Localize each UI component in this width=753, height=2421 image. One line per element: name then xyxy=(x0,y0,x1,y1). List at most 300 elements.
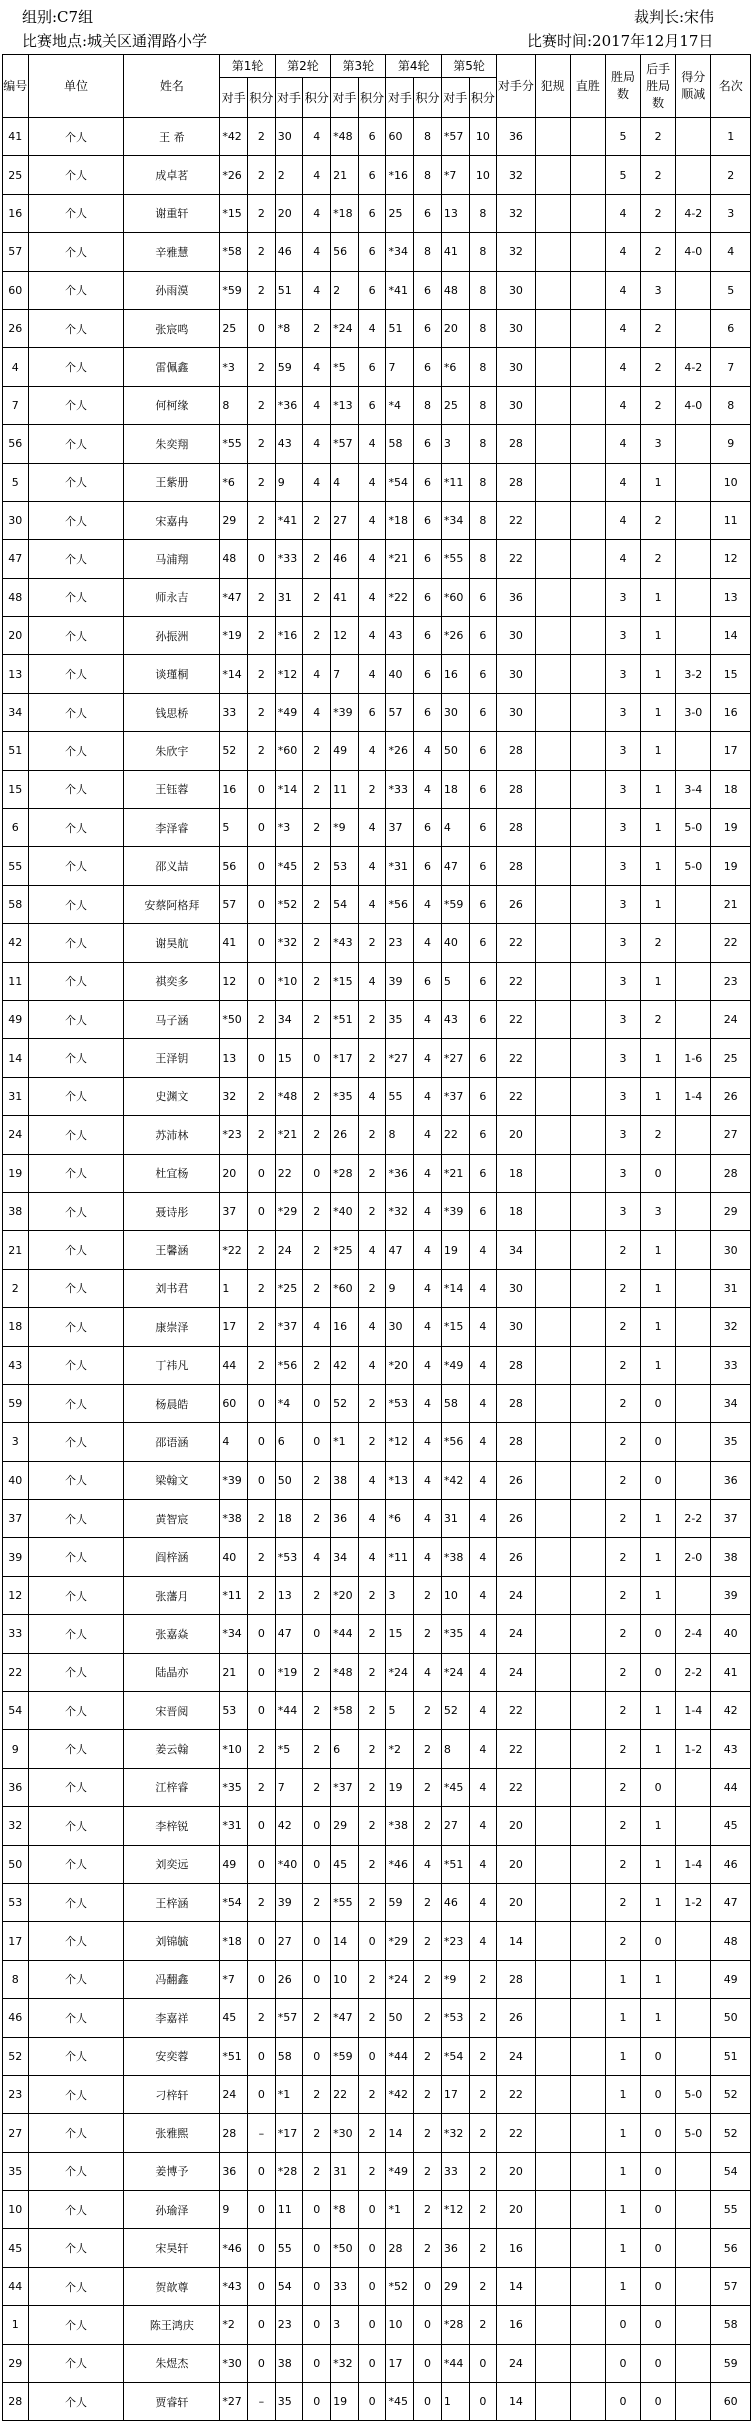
cell-round-3-opp: 7 xyxy=(331,655,359,693)
cell-round-5-opp: *59 xyxy=(441,885,469,923)
cell-diff xyxy=(676,425,711,463)
cell-rank: 15 xyxy=(711,655,751,693)
cell-round-2-opp: *32 xyxy=(275,924,303,962)
cell-round-5-opp: *54 xyxy=(441,2037,469,2075)
cell-unit: 个人 xyxy=(28,2037,124,2075)
cell-unit: 个人 xyxy=(28,1730,124,1768)
cell-round-4-pts: 8 xyxy=(414,156,442,194)
cell-direct xyxy=(570,770,605,808)
cell-round-5-pts: 8 xyxy=(469,463,497,501)
cell-rank: 37 xyxy=(711,1500,751,1538)
cell-round-4-opp: *24 xyxy=(386,1653,414,1691)
table-row xyxy=(3,924,751,962)
col-round-1-opp: 对手 xyxy=(220,78,248,118)
cell-diff xyxy=(676,1423,711,1461)
cell-diff: 2-0 xyxy=(676,1538,711,1576)
cell-unit: 个人 xyxy=(28,1653,124,1691)
cell-direct xyxy=(570,2383,605,2421)
cell-round-5-opp: *37 xyxy=(441,1077,469,1115)
cell-round-3-pts: 0 xyxy=(358,2306,386,2344)
cell-diff xyxy=(676,2229,711,2267)
cell-rank: 51 xyxy=(711,2037,751,2075)
cell-round-2-opp: *14 xyxy=(275,770,303,808)
cell-rank: 27 xyxy=(711,1116,751,1154)
cell-back-wins: 2 xyxy=(641,386,676,424)
cell-round-1-opp: 28 xyxy=(220,2114,248,2152)
cell-diff: 4-2 xyxy=(676,348,711,386)
cell-name: 刘奕远 xyxy=(124,1845,220,1883)
cell-round-4-opp: *44 xyxy=(386,2037,414,2075)
cell-back-wins: 0 xyxy=(641,1154,676,1192)
table-row xyxy=(3,1039,751,1077)
cell-round-3-opp: *35 xyxy=(331,1077,359,1115)
cell-round-3-opp: *28 xyxy=(331,1154,359,1192)
cell-round-5-opp: *49 xyxy=(441,1346,469,1384)
cell-round-3-pts: 6 xyxy=(358,386,386,424)
table-row xyxy=(3,770,751,808)
cell-wins: 2 xyxy=(605,1500,640,1538)
cell-name: 谢重轩 xyxy=(124,194,220,232)
cell-opp-total: 20 xyxy=(497,1845,535,1883)
cell-direct xyxy=(570,2344,605,2382)
table-row xyxy=(3,1423,751,1461)
cell-round-5-pts: 4 xyxy=(469,1807,497,1845)
cell-foul xyxy=(535,1154,570,1192)
cell-round-4-opp: *12 xyxy=(386,1423,414,1461)
cell-diff xyxy=(676,578,711,616)
cell-unit: 个人 xyxy=(28,2344,124,2382)
cell-round-3-pts: 2 xyxy=(358,1039,386,1077)
cell-round-5-pts: 6 xyxy=(469,770,497,808)
cell-rank: 19 xyxy=(711,847,751,885)
cell-diff xyxy=(676,309,711,347)
cell-round-5-opp: 43 xyxy=(441,1000,469,1038)
cell-diff xyxy=(676,1922,711,1960)
cell-foul xyxy=(535,1231,570,1269)
table-row xyxy=(3,1500,751,1538)
cell-round-1-pts: 0 xyxy=(248,2229,276,2267)
cell-rank: 9 xyxy=(711,425,751,463)
cell-round-2-opp: 34 xyxy=(275,1000,303,1038)
cell-round-4-opp: *52 xyxy=(386,2267,414,2305)
cell-diff xyxy=(676,2037,711,2075)
cell-round-3-pts: 2 xyxy=(358,1116,386,1154)
cell-round-4-opp: *11 xyxy=(386,1538,414,1576)
cell-round-2-pts: 2 xyxy=(303,770,331,808)
cell-round-3-pts: 2 xyxy=(358,1845,386,1883)
table-row xyxy=(3,885,751,923)
cell-round-5-opp: *45 xyxy=(441,1768,469,1806)
cell-diff xyxy=(676,2152,711,2190)
cell-round-4-pts: 0 xyxy=(414,2344,442,2382)
cell-wins: 2 xyxy=(605,1845,640,1883)
cell-no: 47 xyxy=(3,540,29,578)
cell-no: 17 xyxy=(3,1922,29,1960)
cell-opp-total: 30 xyxy=(497,348,535,386)
cell-round-4-pts: 2 xyxy=(414,1960,442,1998)
cell-back-wins: 1 xyxy=(641,1883,676,1921)
cell-round-5-opp: *32 xyxy=(441,2114,469,2152)
cell-direct xyxy=(570,309,605,347)
cell-diff xyxy=(676,156,711,194)
cell-rank: 14 xyxy=(711,617,751,655)
cell-foul xyxy=(535,2152,570,2190)
cell-round-4-opp: *42 xyxy=(386,2075,414,2113)
table-row xyxy=(3,1154,751,1192)
cell-round-2-pts: 0 xyxy=(303,1845,331,1883)
cell-back-wins: 0 xyxy=(641,1615,676,1653)
cell-round-2-pts: 2 xyxy=(303,732,331,770)
cell-round-5-opp: *24 xyxy=(441,1653,469,1691)
cell-direct xyxy=(570,425,605,463)
cell-diff xyxy=(676,885,711,923)
cell-round-3-opp: 52 xyxy=(331,1384,359,1422)
cell-opp-total: 28 xyxy=(497,1960,535,1998)
cell-round-4-opp: 39 xyxy=(386,962,414,1000)
cell-wins: 2 xyxy=(605,1346,640,1384)
col-round-4-opp: 对手 xyxy=(386,78,414,118)
cell-wins: 2 xyxy=(605,1538,640,1576)
cell-round-1-pts: 0 xyxy=(248,770,276,808)
cell-direct xyxy=(570,1883,605,1921)
cell-round-1-opp: *46 xyxy=(220,2229,248,2267)
cell-direct xyxy=(570,386,605,424)
cell-round-1-pts: 0 xyxy=(248,2037,276,2075)
cell-name: 孙雨漠 xyxy=(124,271,220,309)
cell-round-2-opp: *4 xyxy=(275,1384,303,1422)
cell-round-3-opp: 29 xyxy=(331,1807,359,1845)
cell-foul xyxy=(535,156,570,194)
cell-foul xyxy=(535,962,570,1000)
cell-wins: 2 xyxy=(605,1768,640,1806)
cell-back-wins: 0 xyxy=(641,1768,676,1806)
cell-unit: 个人 xyxy=(28,1308,124,1346)
table-row xyxy=(3,1653,751,1691)
cell-round-3-opp: 2 xyxy=(331,271,359,309)
cell-no: 57 xyxy=(3,233,29,271)
cell-round-3-pts: 4 xyxy=(358,463,386,501)
cell-wins: 2 xyxy=(605,1423,640,1461)
cell-direct xyxy=(570,2075,605,2113)
cell-round-5-pts: 2 xyxy=(469,2267,497,2305)
cell-round-5-pts: 4 xyxy=(469,1461,497,1499)
cell-round-2-pts: 0 xyxy=(303,2229,331,2267)
cell-rank: 33 xyxy=(711,1346,751,1384)
cell-round-5-pts: 8 xyxy=(469,540,497,578)
cell-unit: 个人 xyxy=(28,1845,124,1883)
cell-back-wins: 1 xyxy=(641,1807,676,1845)
cell-direct xyxy=(570,962,605,1000)
cell-unit: 个人 xyxy=(28,2306,124,2344)
table-row xyxy=(3,1000,751,1038)
cell-round-3-opp: 54 xyxy=(331,885,359,923)
cell-direct xyxy=(570,1653,605,1691)
cell-round-1-opp: 29 xyxy=(220,501,248,539)
cell-back-wins: 2 xyxy=(641,501,676,539)
cell-round-5-pts: 0 xyxy=(469,2383,497,2421)
cell-round-4-pts: 2 xyxy=(414,1999,442,2037)
table-row xyxy=(3,655,751,693)
cell-foul xyxy=(535,1039,570,1077)
cell-wins: 4 xyxy=(605,501,640,539)
table-row xyxy=(3,1960,751,1998)
cell-round-4-pts: 4 xyxy=(414,1500,442,1538)
cell-direct xyxy=(570,1192,605,1230)
cell-round-1-pts: 2 xyxy=(248,271,276,309)
cell-back-wins: 2 xyxy=(641,1000,676,1038)
cell-back-wins: 1 xyxy=(641,1308,676,1346)
cell-round-1-opp: *22 xyxy=(220,1231,248,1269)
cell-unit: 个人 xyxy=(28,2383,124,2421)
cell-name: 张雅熙 xyxy=(124,2114,220,2152)
cell-no: 55 xyxy=(3,847,29,885)
cell-name: 李嘉祥 xyxy=(124,1999,220,2037)
cell-name: 姜云翰 xyxy=(124,1730,220,1768)
cell-direct xyxy=(570,617,605,655)
cell-round-2-opp: *19 xyxy=(275,1653,303,1691)
cell-round-2-opp: *5 xyxy=(275,1730,303,1768)
cell-round-1-pts: 0 xyxy=(248,2191,276,2229)
cell-diff xyxy=(676,463,711,501)
cell-round-5-pts: 4 xyxy=(469,1653,497,1691)
cell-wins: 1 xyxy=(605,2114,640,2152)
cell-foul xyxy=(535,809,570,847)
cell-round-2-opp: *28 xyxy=(275,2152,303,2190)
cell-foul xyxy=(535,1461,570,1499)
cell-diff: 1-4 xyxy=(676,1845,711,1883)
cell-opp-total: 30 xyxy=(497,271,535,309)
cell-rank: 36 xyxy=(711,1461,751,1499)
cell-no: 41 xyxy=(3,118,29,156)
cell-opp-total: 32 xyxy=(497,194,535,232)
cell-unit: 个人 xyxy=(28,1000,124,1038)
cell-no: 46 xyxy=(3,1999,29,2037)
cell-round-1-opp: 36 xyxy=(220,2152,248,2190)
cell-wins: 3 xyxy=(605,1116,640,1154)
cell-diff xyxy=(676,1807,711,1845)
cell-round-2-opp: *16 xyxy=(275,617,303,655)
cell-round-4-pts: 2 xyxy=(414,1922,442,1960)
cell-round-4-opp: 37 xyxy=(386,809,414,847)
cell-round-3-pts: 0 xyxy=(358,2037,386,2075)
cell-round-4-pts: 4 xyxy=(414,1384,442,1422)
cell-round-3-pts: 4 xyxy=(358,540,386,578)
cell-round-1-opp: 57 xyxy=(220,885,248,923)
cell-round-4-pts: 4 xyxy=(414,1039,442,1077)
cell-round-1-opp: 45 xyxy=(220,1999,248,2037)
cell-direct xyxy=(570,1346,605,1384)
table-row xyxy=(3,1768,751,1806)
cell-round-5-pts: 8 xyxy=(469,271,497,309)
cell-unit: 个人 xyxy=(28,962,124,1000)
table-row xyxy=(3,1077,751,1115)
cell-round-3-pts: 0 xyxy=(358,1922,386,1960)
cell-round-3-opp: 42 xyxy=(331,1346,359,1384)
cell-round-2-pts: 2 xyxy=(303,809,331,847)
cell-foul xyxy=(535,1346,570,1384)
cell-wins: 3 xyxy=(605,655,640,693)
table-row xyxy=(3,1346,751,1384)
cell-diff xyxy=(676,1000,711,1038)
cell-round-2-opp: *21 xyxy=(275,1116,303,1154)
cell-round-4-pts: 6 xyxy=(414,348,442,386)
cell-unit: 个人 xyxy=(28,309,124,347)
cell-round-2-pts: 4 xyxy=(303,348,331,386)
cell-no: 4 xyxy=(3,348,29,386)
cell-wins: 3 xyxy=(605,1000,640,1038)
cell-round-5-opp: 33 xyxy=(441,2152,469,2190)
table-row xyxy=(3,809,751,847)
cell-foul xyxy=(535,2344,570,2382)
cell-direct xyxy=(570,463,605,501)
cell-round-5-opp: *34 xyxy=(441,501,469,539)
cell-direct xyxy=(570,540,605,578)
cell-round-4-pts: 6 xyxy=(414,655,442,693)
cell-round-1-pts: 2 xyxy=(248,617,276,655)
cell-round-5-opp: 58 xyxy=(441,1384,469,1422)
table-row xyxy=(3,1999,751,2037)
cell-wins: 3 xyxy=(605,1077,640,1115)
cell-name: 李泽睿 xyxy=(124,809,220,847)
cell-round-2-pts: 2 xyxy=(303,578,331,616)
cell-opp-total: 24 xyxy=(497,1615,535,1653)
cell-diff xyxy=(676,962,711,1000)
cell-opp-total: 28 xyxy=(497,1423,535,1461)
cell-back-wins: 1 xyxy=(641,885,676,923)
cell-round-4-opp: 43 xyxy=(386,617,414,655)
cell-round-5-opp: *42 xyxy=(441,1461,469,1499)
cell-no: 28 xyxy=(3,2383,29,2421)
cell-direct xyxy=(570,1308,605,1346)
cell-round-1-opp: 16 xyxy=(220,770,248,808)
cell-round-2-pts: 0 xyxy=(303,2037,331,2075)
cell-round-3-opp: *24 xyxy=(331,309,359,347)
cell-round-1-pts: 2 xyxy=(248,1999,276,2037)
table-row xyxy=(3,2267,751,2305)
cell-diff: 2-2 xyxy=(676,1653,711,1691)
cell-round-1-pts: 0 xyxy=(248,1922,276,1960)
cell-back-wins: 0 xyxy=(641,1423,676,1461)
cell-round-3-opp: *50 xyxy=(331,2229,359,2267)
cell-no: 60 xyxy=(3,271,29,309)
cell-round-5-opp: *35 xyxy=(441,1615,469,1653)
cell-rank: 46 xyxy=(711,1845,751,1883)
cell-back-wins: 1 xyxy=(641,1077,676,1115)
cell-foul xyxy=(535,2037,570,2075)
cell-round-5-pts: 4 xyxy=(469,1384,497,1422)
table-row xyxy=(3,425,751,463)
cell-unit: 个人 xyxy=(28,885,124,923)
cell-round-2-opp: 35 xyxy=(275,2383,303,2421)
cell-round-3-opp: 46 xyxy=(331,540,359,578)
cell-round-2-pts: 2 xyxy=(303,540,331,578)
cell-name: 聂诗彤 xyxy=(124,1192,220,1230)
cell-round-2-opp: *12 xyxy=(275,655,303,693)
cell-round-4-opp: *41 xyxy=(386,271,414,309)
cell-round-4-opp: *45 xyxy=(386,2383,414,2421)
cell-no: 43 xyxy=(3,1346,29,1384)
cell-back-wins: 0 xyxy=(641,2267,676,2305)
table-row xyxy=(3,2229,751,2267)
cell-round-4-pts: 4 xyxy=(414,1116,442,1154)
cell-round-4-pts: 4 xyxy=(414,1845,442,1883)
cell-rank: 40 xyxy=(711,1615,751,1653)
cell-opp-total: 22 xyxy=(497,1039,535,1077)
cell-round-2-opp: *37 xyxy=(275,1308,303,1346)
cell-round-4-pts: 4 xyxy=(414,770,442,808)
cell-round-3-opp: *37 xyxy=(331,1768,359,1806)
cell-unit: 个人 xyxy=(28,1768,124,1806)
cell-no: 52 xyxy=(3,2037,29,2075)
cell-direct xyxy=(570,1231,605,1269)
cell-opp-total: 30 xyxy=(497,1269,535,1307)
cell-round-2-opp: *53 xyxy=(275,1538,303,1576)
cell-diff xyxy=(676,1154,711,1192)
cell-round-4-opp: *18 xyxy=(386,501,414,539)
cell-round-3-opp: 6 xyxy=(331,1730,359,1768)
cell-round-1-pts: 0 xyxy=(248,809,276,847)
cell-no: 21 xyxy=(3,1231,29,1269)
table-row xyxy=(3,156,751,194)
cell-wins: 3 xyxy=(605,962,640,1000)
cell-round-5-pts: 8 xyxy=(469,386,497,424)
cell-back-wins: 1 xyxy=(641,847,676,885)
cell-name: 祺奕多 xyxy=(124,962,220,1000)
cell-diff xyxy=(676,617,711,655)
cell-round-4-opp: *21 xyxy=(386,540,414,578)
cell-no: 32 xyxy=(3,1807,29,1845)
cell-unit: 个人 xyxy=(28,1615,124,1653)
cell-round-2-opp: *52 xyxy=(275,885,303,923)
cell-unit: 个人 xyxy=(28,1807,124,1845)
cell-round-5-pts: 6 xyxy=(469,1154,497,1192)
cell-unit: 个人 xyxy=(28,1346,124,1384)
cell-round-4-pts: 2 xyxy=(414,1807,442,1845)
cell-round-5-pts: 4 xyxy=(469,1269,497,1307)
cell-foul xyxy=(535,847,570,885)
cell-foul xyxy=(535,2229,570,2267)
cell-opp-total: 30 xyxy=(497,1308,535,1346)
cell-round-1-opp: 8 xyxy=(220,386,248,424)
cell-unit: 个人 xyxy=(28,1077,124,1115)
cell-round-1-pts: 0 xyxy=(248,1384,276,1422)
cell-round-4-opp: 57 xyxy=(386,693,414,731)
cell-name: 朱欣宇 xyxy=(124,732,220,770)
cell-round-4-opp: *36 xyxy=(386,1154,414,1192)
cell-round-4-opp: 55 xyxy=(386,1077,414,1115)
cell-back-wins: 0 xyxy=(641,1384,676,1422)
cell-round-2-pts: 4 xyxy=(303,386,331,424)
cell-round-3-opp: *44 xyxy=(331,1615,359,1653)
cell-round-2-pts: 0 xyxy=(303,1423,331,1461)
cell-round-4-opp: *54 xyxy=(386,463,414,501)
cell-round-5-opp: 13 xyxy=(441,194,469,232)
cell-opp-total: 28 xyxy=(497,463,535,501)
cell-round-2-opp: *33 xyxy=(275,540,303,578)
cell-rank: 16 xyxy=(711,693,751,731)
cell-round-5-opp: 29 xyxy=(441,2267,469,2305)
cell-back-wins: 2 xyxy=(641,540,676,578)
cell-name: 邵语涵 xyxy=(124,1423,220,1461)
cell-round-5-pts: 4 xyxy=(469,1346,497,1384)
cell-round-3-opp: *48 xyxy=(331,118,359,156)
cell-round-2-pts: 4 xyxy=(303,1538,331,1576)
cell-foul xyxy=(535,2191,570,2229)
cell-wins: 2 xyxy=(605,1692,640,1730)
cell-opp-total: 16 xyxy=(497,2306,535,2344)
cell-round-1-pts: 2 xyxy=(248,1077,276,1115)
cell-unit: 个人 xyxy=(28,1154,124,1192)
